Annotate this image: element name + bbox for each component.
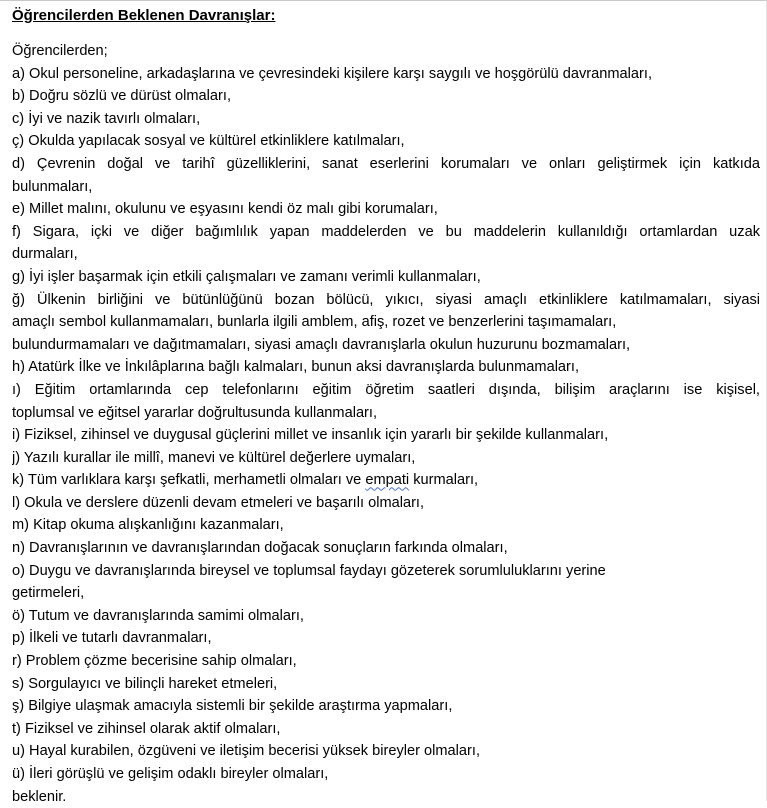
list-item: i) Fiziksel, zihinsel ve duygusal güçlerini millet ve insanlık için yararlı bir şekilde kullanmaları,	[12, 427, 609, 444]
list-item: d) Çevrenin doğal ve tarihî güzelliklerini, sanat eserlerini korumaları ve onları geliştirmek için katkıda	[12, 155, 760, 172]
frame-top-border	[0, 0, 767, 1]
list-item: a) Okul personeline, arkadaşlarına ve çevresindeki kişilere karşı saygılı ve hoşgörülü davranmaları,	[12, 65, 652, 82]
list-item: n) Davranışlarının ve davranışlarından doğacak sonuçların farkında olmaları,	[12, 540, 508, 557]
closing-line: beklenir.	[12, 788, 67, 805]
document-body	[12, 5, 760, 808]
document-title: Öğrencilerden Beklenen Davranışlar:	[12, 7, 276, 24]
behavior-list	[12, 63, 760, 786]
list-item: r) Problem çözme becerisine sahip olmaları,	[12, 653, 297, 670]
list-item: bulunmaları,	[12, 178, 93, 195]
intro-line: Öğrencilerden;	[12, 43, 108, 59]
list-item: getirmeleri,	[12, 585, 85, 602]
list-item: e) Millet malını, okulunu ve eşyasını kendi öz malı gibi korumaları,	[12, 201, 438, 218]
list-item: ü) İleri görüşlü ve gelişim odaklı bireyler olmaları,	[12, 766, 329, 782]
list-item: b) Doğru sözlü ve dürüst olmaları,	[12, 88, 231, 105]
spellcheck-flagged-word: empati	[365, 472, 410, 489]
list-item-text: kurmaları,	[409, 472, 479, 489]
list-item-text: k) Tüm varlıklara karşı şefkatli, merhametli olmaları ve	[12, 472, 366, 489]
list-item: j) Yazılı kurallar ile millî, manevi ve kültürel değerlere uymaları,	[12, 449, 416, 466]
list-item: c) İyi ve nazik tavırlı olmaları,	[12, 110, 201, 127]
list-item: g) İyi işler başarmak için etkili çalışmaları ve zamanı verimli kullanmaları,	[12, 268, 481, 285]
list-item: t) Fiziksel ve zihinsel olarak aktif olmaları,	[12, 720, 281, 737]
list-item: ş) Bilgiye ulaşmak amacıyla sistemli bir şekilde araştırma yapmaları,	[12, 698, 453, 715]
list-item: l) Okula ve derslere düzenli devam etmeleri ve başarılı olmaları,	[12, 494, 425, 511]
list-item: ğ) Ülkenin birliğini ve bütünlüğünü bozan bölücü, yıkıcı, siyasi amaçlı etkinliklere katılmamaları, siyasi	[12, 291, 760, 308]
list-item: amaçlı sembol kullanmamaları, bunlarla ilgili amblem, afiş, rozet ve benzerlerini taşımamaları,	[12, 314, 617, 331]
list-item: h) Atatürk İlke ve İnkılâplarına bağlı kalmaları, bunun aksi davranışlarda bulunmamaları,	[12, 359, 580, 376]
list-item: f) Sigara, içki ve diğer bağımlılık yapan maddelerden ve bu maddelerin kullanıldığı ortamlardan uzak	[12, 223, 760, 240]
list-item: o) Duygu ve davranışlarında bireysel ve toplumsal faydayı gözeterek sorumluluklarını yerine	[12, 562, 606, 579]
list-item: durmaları,	[12, 246, 78, 263]
list-item: ö) Tutum ve davranışlarında samimi olmaları,	[12, 607, 304, 624]
list-item: bulundurmamaları ve dağıtmamaları, siyasi amaçlı davranışlarla okulun huzurunu bozmamaları,	[12, 336, 631, 353]
list-item: s) Sorgulayıcı ve bilinçli hareket etmeleri,	[12, 675, 278, 692]
list-item: u) Hayal kurabilen, özgüveni ve iletişim becerisi yüksek bireyler olmaları,	[12, 743, 480, 760]
list-item	[12, 469, 760, 492]
list-item: m) Kitap okuma alışkanlığını kazanmaları,	[12, 517, 284, 534]
list-item: toplumsal ve eğitsel yararlar doğrultusunda kullanmaları,	[12, 404, 378, 421]
list-item: p) İlkeli ve tutarlı davranmaları,	[12, 630, 212, 647]
list-item: ı) Eğitim ortamlarında cep telefonlarını eğitim öğretim saatleri dışında, bilişim araçlarını ise kişisel,	[12, 381, 760, 398]
list-item: ç) Okulda yapılacak sosyal ve kültürel etkinliklere katılmaları,	[12, 133, 405, 150]
